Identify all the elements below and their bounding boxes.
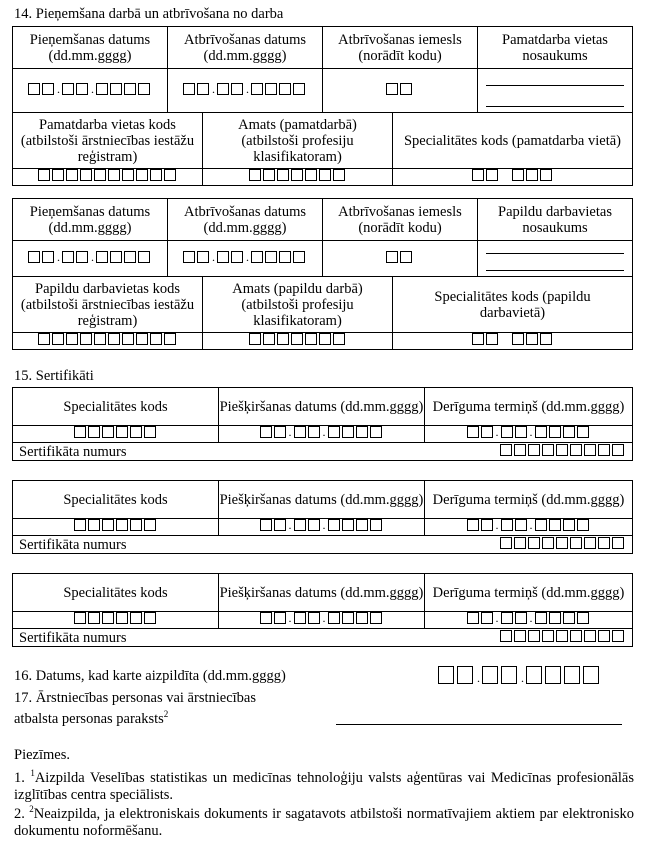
note-2-number: 2. bbox=[14, 805, 25, 822]
extra-specialty-code-boxes[interactable] bbox=[393, 333, 633, 350]
main-position-header: Amats (pamatdarbā) (atbilstoši profesiju klasifikatoram) bbox=[203, 113, 393, 169]
cert1-specialty-header: Specialitātes kods bbox=[13, 388, 219, 426]
dismissal-reason-header: Atbrīvošanas iemesls (norādīt kodu) bbox=[323, 27, 478, 69]
extra-hire-date-boxes[interactable]: . . bbox=[13, 241, 168, 277]
extra-workplace-code-boxes[interactable] bbox=[13, 333, 203, 350]
certificate-block-2 bbox=[12, 480, 633, 554]
cert3-expiry-boxes[interactable]: . . bbox=[425, 612, 633, 629]
note-1-sup: 1 bbox=[30, 768, 35, 778]
cert1-issue-date-boxes[interactable]: . . bbox=[219, 426, 425, 443]
cert2-issue-date-boxes[interactable]: . . bbox=[219, 519, 425, 536]
section-16-label: 16. Datums, kad karte aizpildīta (dd.mm.gggg) bbox=[14, 668, 286, 684]
main-workplace-name-field[interactable] bbox=[478, 69, 633, 113]
cert3-number-label: Sertifikāta numurs bbox=[13, 629, 425, 647]
certificate-block-1 bbox=[12, 387, 633, 461]
cert1-specialty-boxes[interactable] bbox=[13, 426, 219, 443]
cert3-issue-date-boxes[interactable]: . . bbox=[219, 612, 425, 629]
cert1-number-label: Sertifikāta numurs bbox=[13, 443, 425, 461]
note-2-sup: 2 bbox=[29, 804, 34, 814]
extra-dismissal-reason-header: Atbrīvošanas iemesls (norādīt kodu) bbox=[323, 199, 478, 241]
certificate-block-3 bbox=[12, 573, 633, 647]
note-2-text: Neaizpilda, ja elektroniskais dokuments ir sagatavots atbilstoši normatīvajiem aktiem par elektronisko dokumentu noformēšanu. bbox=[14, 805, 635, 839]
cert3-expiry-header: Derīguma termiņš (dd.mm.gggg) bbox=[425, 574, 633, 612]
main-workplace-name-header: Pamatdarba vietas nosaukums bbox=[478, 27, 633, 69]
cert2-specialty-boxes[interactable] bbox=[13, 519, 219, 536]
dismissal-date-header: Atbrīvošanas datums (dd.mm.gggg) bbox=[168, 27, 323, 69]
cert3-issue-date-header: Piešķiršanas datums (dd.mm.gggg) bbox=[219, 574, 425, 612]
cert1-issue-date-header: Piešķiršanas datums (dd.mm.gggg) bbox=[219, 388, 425, 426]
notes-title: Piezīmes. bbox=[14, 747, 70, 763]
extra-workplace-name-field[interactable] bbox=[478, 241, 633, 277]
cert3-specialty-header: Specialitātes kods bbox=[13, 574, 219, 612]
hire-date-boxes[interactable]: . . bbox=[13, 69, 168, 113]
cert1-number-boxes[interactable] bbox=[425, 443, 633, 461]
dismissal-date-boxes[interactable]: . . bbox=[168, 69, 323, 113]
signature-footnote-mark: 2 bbox=[163, 709, 169, 719]
main-specialty-code-boxes[interactable] bbox=[393, 169, 633, 186]
cert3-specialty-boxes[interactable] bbox=[13, 612, 219, 629]
cert2-number-boxes[interactable] bbox=[425, 536, 633, 554]
extra-workplace-name-header: Papildu darbavietas nosaukums bbox=[478, 199, 633, 241]
cert2-number-label: Sertifikāta numurs bbox=[13, 536, 425, 554]
cert2-expiry-header: Derīguma termiņš (dd.mm.gggg) bbox=[425, 481, 633, 519]
cert2-issue-date-header: Piešķiršanas datums (dd.mm.gggg) bbox=[219, 481, 425, 519]
main-workplace-table-2 bbox=[12, 112, 633, 186]
hire-date-header: Pieņemšanas datums (dd.mm.gggg) bbox=[13, 27, 168, 69]
main-workplace-code-boxes[interactable] bbox=[13, 169, 203, 186]
extra-specialty-code-header: Specialitātes kods (papildu darbavietā) bbox=[393, 277, 633, 333]
note-1-text: Aizpilda Veselības statistikas un medicīnas tehnoloģiju valsts aģentūras vai Medicīnas profesionālās izglītības centra speciālists. bbox=[14, 769, 635, 803]
cert2-specialty-header: Specialitātes kods bbox=[13, 481, 219, 519]
cert1-expiry-boxes[interactable]: . . bbox=[425, 426, 633, 443]
section-17-line1: 17. Ārstniecības personas vai ārstniecības bbox=[14, 690, 256, 706]
main-workplace-code-header: Pamatdarba vietas kods (atbilstoši ārstniecības iestāžu reģistram) bbox=[13, 113, 203, 169]
extra-workplace-code-header: Papildu darbavietas kods (atbilstoši ārstniecības iestāžu reģistram) bbox=[13, 277, 203, 333]
extra-dismissal-reason-boxes[interactable] bbox=[323, 241, 478, 277]
extra-workplace-table bbox=[12, 198, 633, 277]
section-14-title: 14. Pieņemšana darbā un atbrīvošana no darba bbox=[14, 6, 284, 22]
signature-label: atbalsta personas paraksts bbox=[14, 710, 164, 727]
extra-position-boxes[interactable] bbox=[203, 333, 393, 350]
cert2-expiry-boxes[interactable]: . . bbox=[425, 519, 633, 536]
extra-workplace-table-2 bbox=[12, 276, 633, 350]
cert3-number-boxes[interactable] bbox=[425, 629, 633, 647]
extra-position-header: Amats (papildu darbā) (atbilstoši profesiju klasifikatoram) bbox=[203, 277, 393, 333]
signature-line[interactable] bbox=[336, 724, 622, 725]
fill-date-boxes[interactable]: . . bbox=[438, 666, 602, 689]
note-1 bbox=[14, 765, 634, 804]
extra-dismissal-date-header: Atbrīvošanas datums (dd.mm.gggg) bbox=[168, 199, 323, 241]
note-2 bbox=[14, 801, 634, 840]
extra-dismissal-date-boxes[interactable]: . . bbox=[168, 241, 323, 277]
section-17-line2 bbox=[14, 709, 168, 728]
note-1-number: 1. bbox=[14, 769, 25, 786]
section-15-title: 15. Sertifikāti bbox=[14, 368, 94, 384]
dismissal-reason-boxes[interactable] bbox=[323, 69, 478, 113]
cert1-expiry-header: Derīguma termiņš (dd.mm.gggg) bbox=[425, 388, 633, 426]
main-workplace-table bbox=[12, 26, 633, 113]
main-specialty-code-header: Specialitātes kods (pamatdarba vietā) bbox=[393, 113, 633, 169]
main-position-boxes[interactable] bbox=[203, 169, 393, 186]
extra-hire-date-header: Pieņemšanas datums (dd.mm.gggg) bbox=[13, 199, 168, 241]
